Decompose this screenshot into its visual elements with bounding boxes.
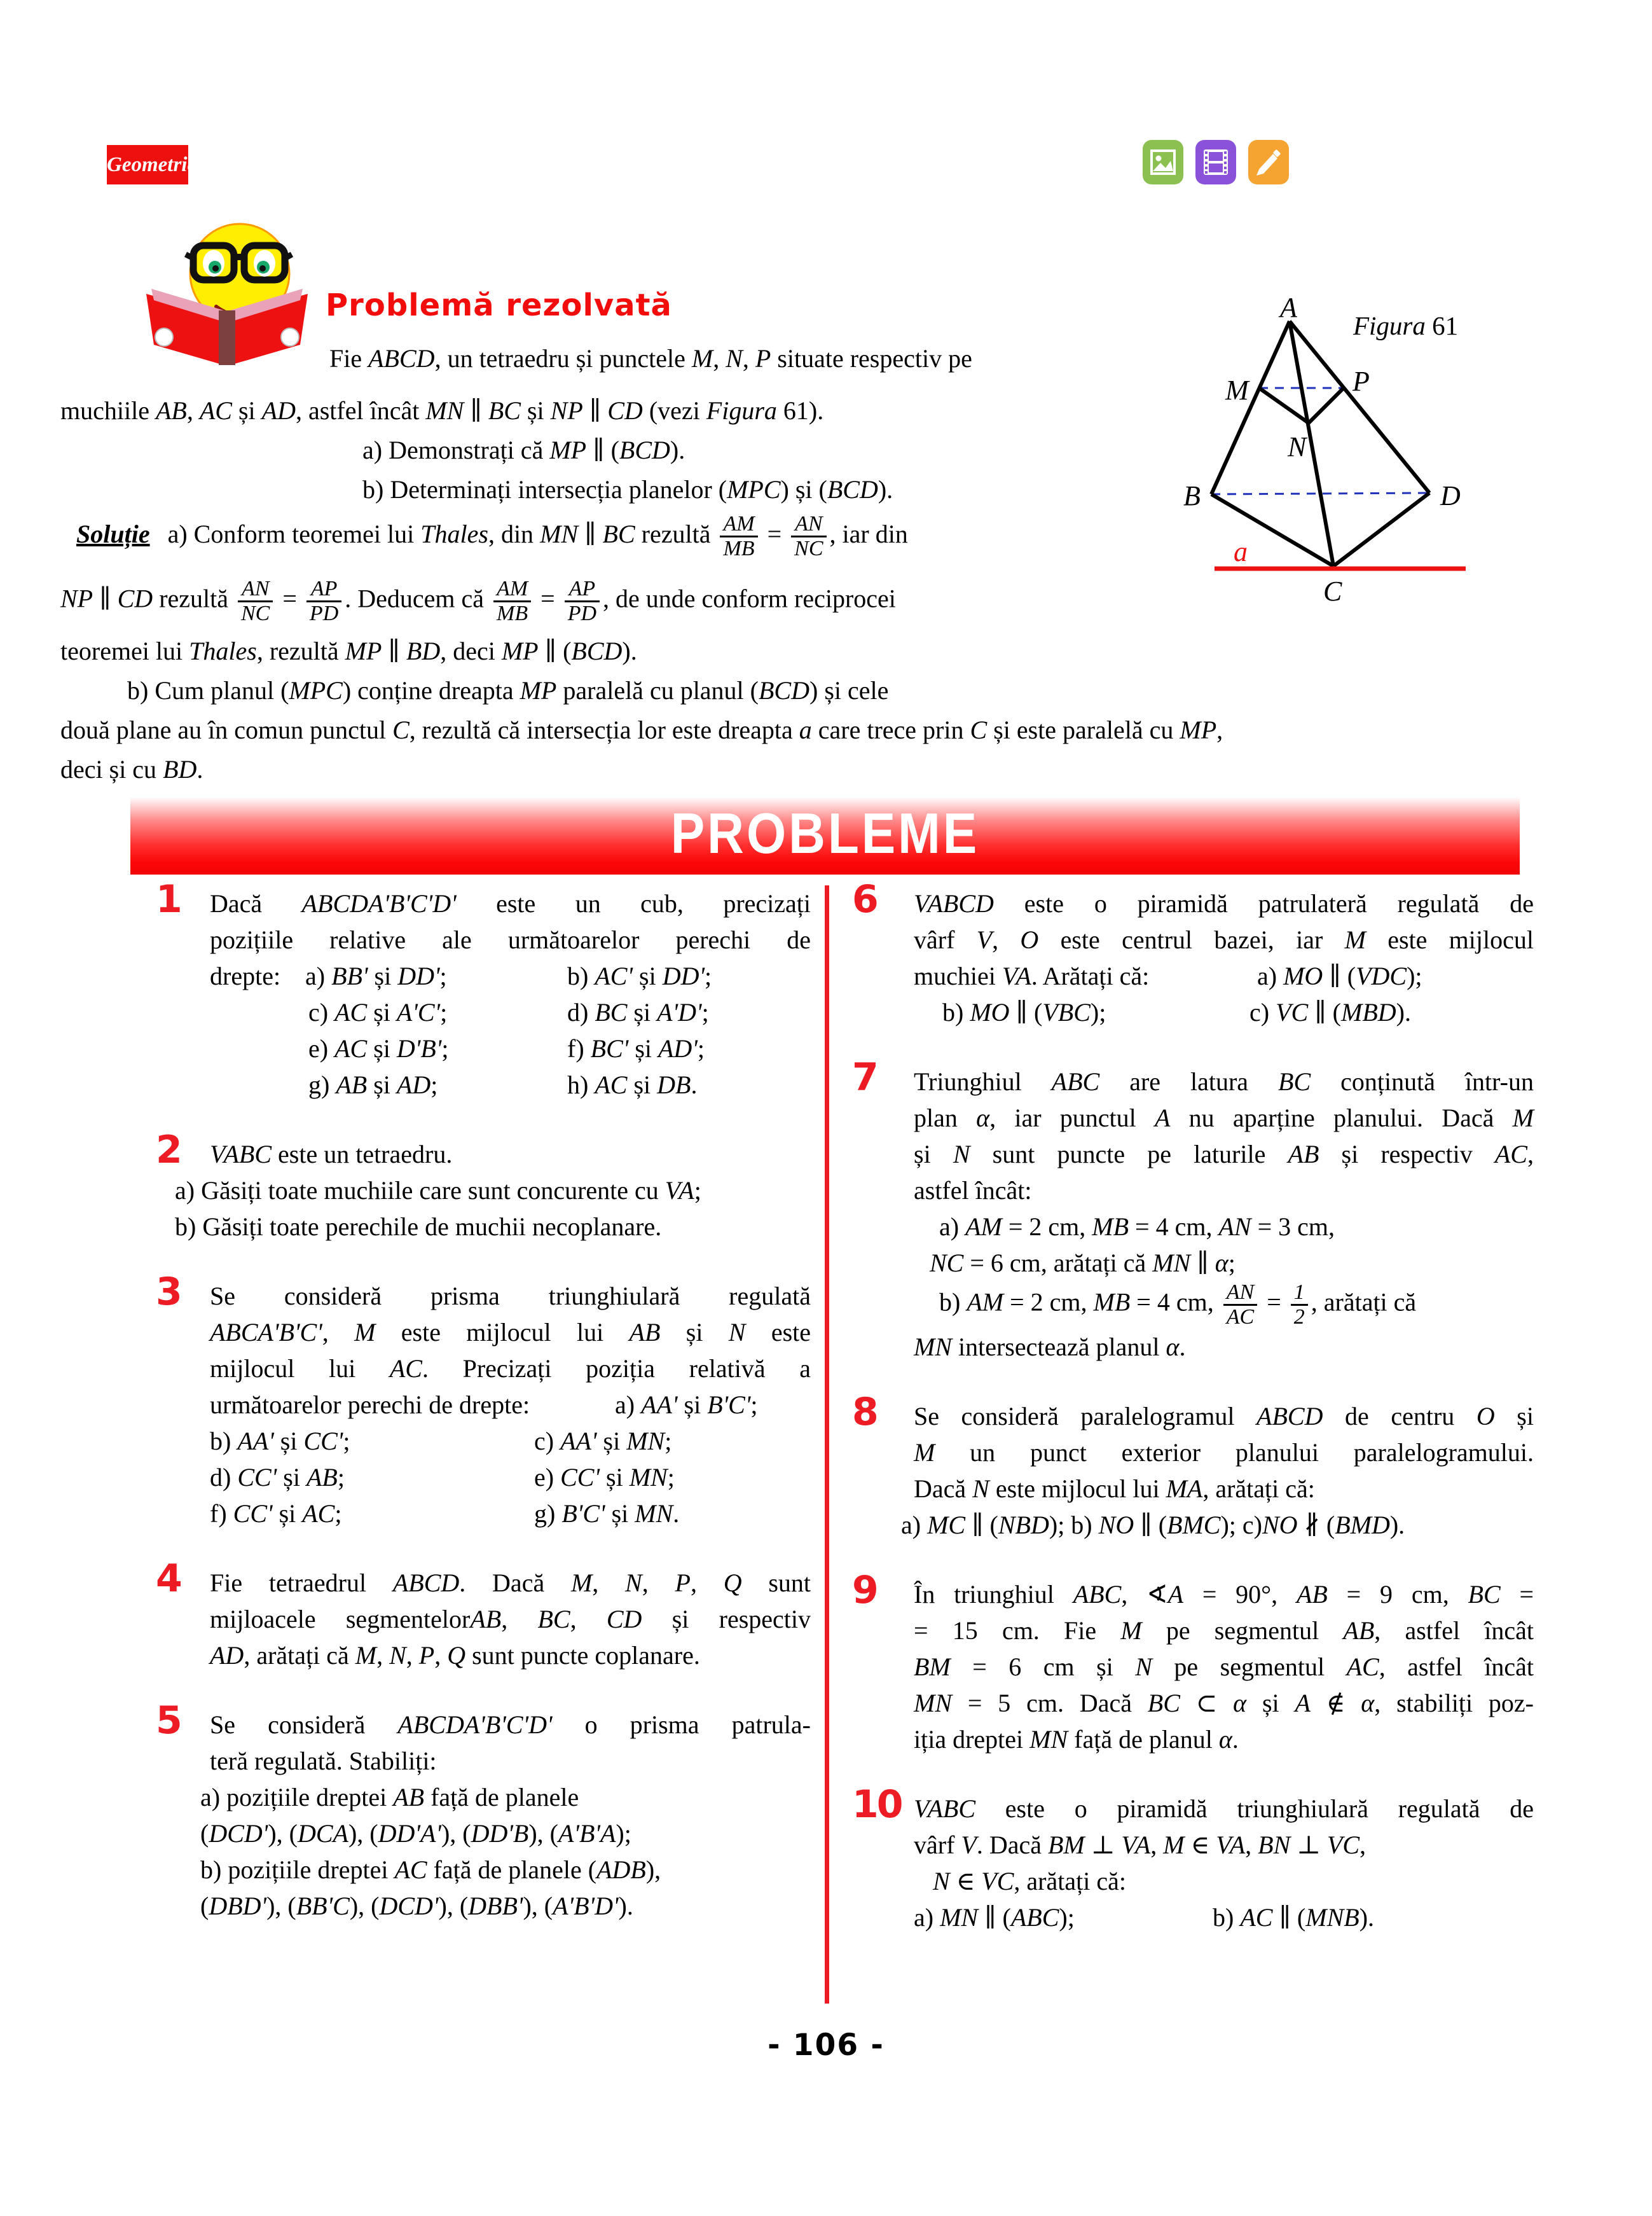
problem-line: M un punct exterior planului paralelogramului. [914,1438,1534,1467]
problems-banner [130,797,1520,875]
problem-line [914,1899,1534,1936]
problem-3 [156,1270,814,1532]
problem-line [210,1459,811,1495]
solved-intro-line1: Fie ABCD, un tetraedru și punctele M, N, P situate respectiv pe [329,344,972,373]
problem-number: 10 [852,1782,902,1827]
problem-number: 8 [852,1390,877,1434]
problem-line-item: d) BC și A'D'; [567,998,709,1027]
problems-banner-title: PROBLEME [670,801,980,866]
solution-line4: b) Cum planul (MPC) conține dreapta MP paralelă cu planul (BCD) și cele [127,676,889,705]
solved-question-b: b) Determinați intersecția planelor (MPC) și (BCD). [362,475,893,504]
problem-line: (DBD'), (BB'C), (DCD'), (DBB'), (A'B'D'). [200,1892,633,1920]
problem-line: pozițiile relative ale următoarelor perechi de [210,925,811,954]
problem-line-item: c) VC ∥ (MBD). [1249,998,1411,1027]
problem-line: a) MC ∥ (NBD); b) NO ∥ (BMC); c)NO ∦ (BMD). [901,1511,1405,1539]
mascot-graphic [135,210,319,370]
problem-line: vârf V, O este centrul bazei, iar M este mijlocul [914,925,1534,954]
solved-problem-title: Problemă rezolvată [326,287,672,323]
problem-line [210,958,811,994]
problem-line-item: a) AA' și B'C'; [615,1390,758,1419]
problem-line [210,1387,811,1423]
problem-line: VABCD este o piramidă patrulateră regulată de [914,889,1534,918]
column-divider [825,885,829,2004]
problem-line [210,1423,811,1459]
problem-text [901,1398,1534,1543]
problem-line-item: c) AC și A'C'; [308,998,448,1027]
problem-line: Se consideră ABCDA'B'C'D' o prisma patrula- [210,1710,811,1739]
figure-caption: Figura 61 [1353,311,1459,340]
vertex-label-B: B [1183,480,1201,511]
problem-line-item: d) CC' și AB; [210,1463,345,1492]
problem-line: iția dreptei MN față de planul α. [914,1725,1239,1754]
solution-line1-text: a) Conform teoremei lui Thales, din MN ∥ BC rezultă $\frac{AM}{MB}$ = $\frac{AN}{NC}$ , iar din [167,512,908,560]
problem-5 [156,1698,814,1924]
problem-line-item: h) AC și DB. [567,1070,698,1099]
problem-line: teră regulată. Stabiliți: [210,1747,437,1775]
problem-1 [156,877,814,1103]
problems-column-right [852,877,1545,1969]
problem-number: 1 [156,877,181,922]
solution-line3: teoremei lui Thales, rezultă MP ∥ BD, deci MP ∥ (BCD). [60,637,637,665]
problem-line: a) pozițiile dreptei AB față de planele [200,1783,579,1811]
problem-line-item: b) AC ∥ (MNB). [1213,1903,1375,1932]
film-icon-glyph [1195,140,1236,184]
problem-2 [156,1128,814,1245]
problem-line: și N sunt puncte pe laturile AB și respectiv AC, [914,1140,1534,1168]
problem-line-item: e) CC' și MN; [534,1463,675,1492]
chapter-badge: Geometrie [107,145,188,184]
problem-line: = 15 cm. Fie M pe segmentul AB, astfel încât [914,1616,1534,1645]
problem-line: BM = 6 cm și N pe segmentul AC, astfel încât [914,1652,1534,1681]
image-icon[interactable] [1143,140,1183,184]
problems-column-left [156,877,814,1957]
problem-6 [852,877,1545,1030]
problem-line: NC = 6 cm, arătați că MN ∥ α; [930,1249,1236,1277]
problem-text [914,885,1534,1030]
problem-line-item: b) AC' și DD'; [567,962,712,990]
vertex-label-A: A [1280,294,1297,323]
problem-line-item: a) MO ∥ (VDC); [1257,962,1422,990]
problem-line: a) Găsiți toate muchiile care sunt concurente cu VA; [175,1176,701,1205]
solved-question-a: a) Demonstrați că MP ∥ (BCD). [362,436,685,464]
problem-line-item: b) MO ∥ (VBC); [942,998,1106,1027]
problem-line: b) pozițiile dreptei AC față de planele (ADB), [200,1855,661,1884]
tetrahedron-figure [1180,294,1491,612]
point-label-P: P [1353,366,1370,397]
problem-number: 6 [852,877,877,922]
solution-line2: NP ∥ CD rezultă $\frac{AN}{NC}$ = $\frac{AP}{PD}$ . Deducem că $\frac{AM}{MB}$ = $\frac{AP}{PD}$ , de unde conform reciprocei [60,577,896,625]
problem-number: 7 [852,1055,877,1100]
point-label-M: M [1225,375,1249,406]
problem-7 [852,1055,1545,1365]
problem-line: b) Găsiți toate perechile de muchii necoplanare. [175,1212,662,1241]
problem-line: În triunghiul ABC, ∢A = 90°, AB = 9 cm, BC = [914,1580,1534,1609]
problem-line: a) AM = 2 cm, MB = 4 cm, AN = 3 cm, [939,1212,1335,1241]
problem-line: Triunghiul ABC are latura BC conținută într-un [914,1067,1534,1096]
problem-line-item: a) MN ∥ (ABC); [914,1903,1075,1932]
problem-line [210,1495,811,1532]
problem-text [210,1565,811,1673]
problem-line-item: drepte: [210,962,281,990]
problem-4 [156,1556,814,1673]
problem-line-item: g) AB și AD; [308,1070,438,1099]
problem-text [200,1707,811,1924]
problem-number: 9 [852,1568,877,1612]
problem-line [210,994,811,1030]
page-number: - 106 - [767,2028,885,2063]
problem-line: Se consideră prisma triunghiulară regulată [210,1282,811,1310]
image-icon-glyph [1143,140,1183,184]
reading-smiley-mascot [135,210,319,373]
problem-line: AD, arătați că M, N, P, Q sunt puncte coplanare. [210,1641,700,1670]
solution-line5: două plane au în comun punctul C, rezultă că intersecția lor este dreapta a care trece prin C și este paralelă cu MP, [60,716,1223,744]
problem-8 [852,1390,1545,1543]
problem-number: 3 [156,1270,181,1314]
problem-text [914,1576,1534,1757]
problem-line: b) AM = 2 cm, MB = 4 cm, $\frac{AN}{AC}$ = $\frac{1}{2}$ , arătați că [939,1280,1417,1329]
solved-intro-line2: muchiile AB, AC și AD, astfel încât MN ∥ BC și NP ∥ CD (vezi Figura 61). [60,396,824,425]
problem-line [914,958,1534,994]
problem-line: (DCD'), (DCA), (DD'A'), (DD'B), (A'B'A); [200,1819,631,1848]
vertex-label-D: D [1440,480,1461,511]
problem-line-item: f) CC' și AC; [210,1499,342,1528]
problem-text [914,1063,1534,1365]
problem-line [914,994,1534,1030]
film-icon[interactable] [1195,140,1236,184]
problem-line: MN intersectează planul α. [914,1333,1186,1361]
problem-line-item: b) AA' și CC'; [210,1427,350,1455]
problem-number: 2 [156,1128,181,1172]
problem-line-item: c) AA' și MN; [534,1427,672,1455]
problem-line [210,1067,811,1103]
problem-line-item: a) BB' și DD'; [305,962,447,990]
problem-line: MN = 5 cm. Dacă BC ⊂ α și A ∉ α, stabiliți poz- [914,1689,1534,1717]
problem-line: VABC este un tetraedru. [210,1140,453,1168]
problem-text [914,1790,1534,1936]
pencil-icon-glyph [1248,140,1289,184]
problem-text [210,885,811,1103]
problem-line-item: următoarelor perechi de drepte: [210,1390,530,1419]
problem-line: Fie tetraedrul ABCD. Dacă M, N, P, Q sunt [210,1569,811,1597]
problem-line: mijlocul lui AC. Precizați poziția relativă a [210,1354,811,1383]
solution-line6: deci și cu BD. [60,755,203,784]
problem-text [175,1136,811,1245]
problem-text [210,1278,811,1532]
pencil-icon[interactable] [1248,140,1289,184]
problem-line-item: muchiei VA. Arătați că: [914,962,1150,990]
problem-line: astfel încât: [914,1176,1032,1205]
problem-line: mijloacele segmentelorAB, BC, CD și respectiv [210,1605,811,1633]
problem-line [210,1030,811,1067]
problem-line: ABCA'B'C', M este mijlocul lui AB și N este [210,1318,811,1347]
point-label-N: N [1288,431,1307,462]
problem-9 [852,1568,1545,1757]
problem-10 [852,1782,1545,1936]
solution-label: Soluție [76,519,150,548]
problem-line: Dacă ABCDA'B'C'D' este un cub, precizați [210,889,811,918]
problem-number: 4 [156,1556,181,1601]
problem-line: N ∈ VC, arătați că: [933,1867,1126,1895]
problem-line-item: e) AC și D'B'; [308,1034,449,1063]
problem-line: Dacă N este mijlocul lui MA, arătați că: [914,1474,1315,1503]
solution-line1 [76,513,908,560]
problem-line: Se consideră paralelogramul ABCD de centru O și [914,1402,1534,1430]
problem-line: VABC este o piramidă triunghiulară regulată de [914,1794,1534,1823]
figure-61 [1180,294,1491,615]
problem-line: vârf V. Dacă BM ⊥ VA, M ∈ VA, BN ⊥ VC, [914,1831,1366,1859]
line-label-a: a [1234,536,1248,567]
problem-line: plan α, iar punctul A nu aparține planului. Dacă M [914,1104,1534,1132]
problem-line-item: g) B'C' și MN. [534,1499,680,1528]
problem-number: 5 [156,1698,181,1743]
problem-line-item: f) BC' și AD'; [567,1034,705,1063]
vertex-label-C: C [1323,576,1342,607]
